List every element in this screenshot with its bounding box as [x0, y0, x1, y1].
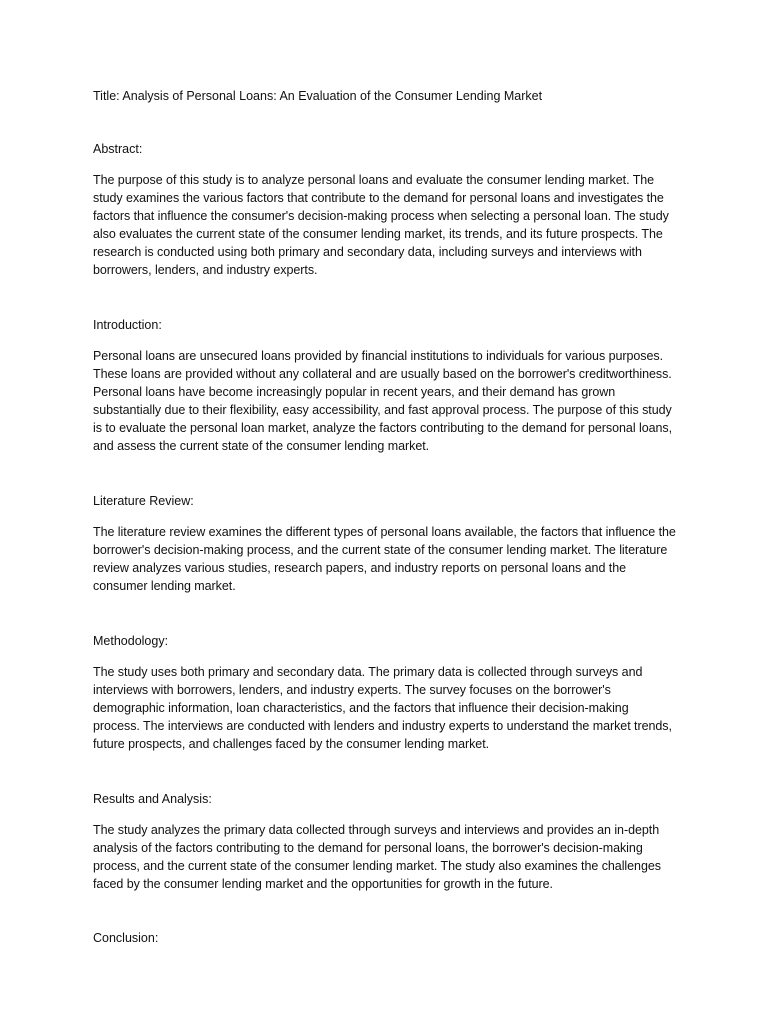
document-page [93, 88, 678, 960]
document-title: Title: Analysis of Personal Loans: An Evaluation of the Consumer Lending Market [93, 89, 543, 103]
section-methodology [93, 633, 678, 753]
section-heading: Literature Review: [93, 494, 194, 508]
section-body: The study uses both primary and secondary data. The primary data is collected through surveys and interviews with borrowers, lenders, and industry experts. The survey focuses on the borrower's demographic information, loan characteristics, and the factors that influence their decision-making process. The interviews are conducted with lenders and industry experts to understand the market trends, future prospects, and challenges faced by the consumer lending market. [93, 665, 672, 751]
section-body: The purpose of this study is to analyze personal loans and evaluate the consumer lending market. The study examines the various factors that contribute to the demand for personal loans and investigates the factors that influence the consumer's decision-making process when selecting a personal loan. The study also evaluates the current state of the consumer lending market, its trends, and its future prospects. The research is conducted using both primary and secondary data, including surveys and interviews with borrowers, lenders, and industry experts. [93, 173, 669, 277]
section-abstract [93, 141, 678, 279]
section-introduction [93, 317, 678, 455]
section-results-analysis [93, 791, 678, 893]
section-body: Personal loans are unsecured loans provided by financial institutions to individuals for various purposes. These loans are provided without any collateral and are usually based on the borrower's creditworthiness. Personal loans have become increasingly popular in recent years, and their demand has grown substantially due to their flexibility, easy accessibility, and fast approval process. The purpose of this study is to evaluate the personal loan market, analyze the factors contributing to the demand for personal loans, and assess the current state of the consumer lending market. [93, 349, 673, 453]
section-body: The study analyzes the primary data collected through surveys and interviews and provides an in-depth analysis of the factors contributing to the demand for personal loans, the borrower's decision-making process, and the current state of the consumer lending market. The study also examines the challenges faced by the consumer lending market and the opportunities for growth in the future. [93, 823, 661, 891]
section-heading: Introduction: [93, 318, 162, 332]
section-heading: Conclusion: [93, 931, 159, 945]
section-heading: Abstract: [93, 142, 143, 156]
section-heading: Results and Analysis: [93, 792, 212, 806]
section-conclusion [93, 930, 678, 946]
section-heading: Methodology: [93, 634, 169, 648]
section-body: The literature review examines the different types of personal loans available, the factors that influence the borrower's decision-making process, and the current state of the consumer lending market. The literature review analyzes various studies, research papers, and industry reports on personal loans and the consumer lending market. [93, 525, 676, 593]
section-literature-review [93, 493, 678, 595]
